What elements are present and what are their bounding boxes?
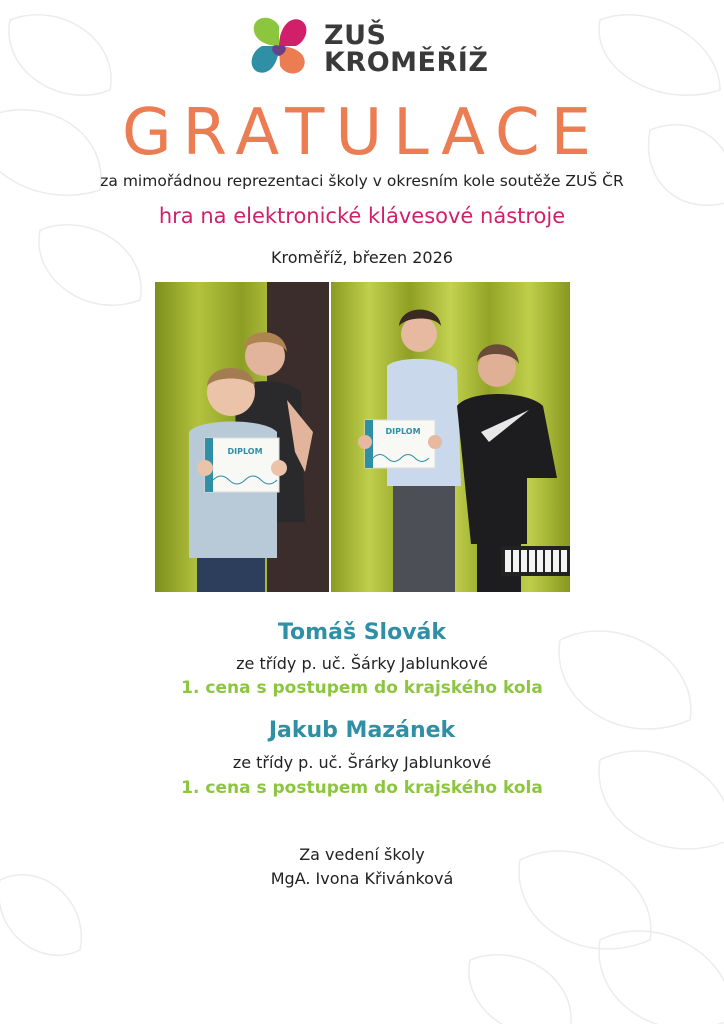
winner-teacher-2: ze třídy p. uč. Šrárky Jablunkové [232, 753, 492, 772]
discipline-heading: hra na elektronické klávesové nástroje [158, 204, 566, 228]
winner-photo-1 [155, 282, 329, 592]
page-title: GRATULACE [121, 96, 603, 170]
signature-name: MgA. Ivona Křivánková [270, 869, 454, 888]
certificate-title-2: DIPLOM [385, 427, 421, 436]
logo-line-2: KROMĚŘÍŽ [324, 47, 489, 78]
winner-teacher-1: ze třídy p. uč. Šárky Jablunkové [236, 654, 488, 673]
signature-heading: Za vedení školy [299, 845, 425, 864]
place-date: Kroměříž, březen 2026 [271, 248, 453, 267]
winner-prize-1: 1. cena s postupem do krajského kola [181, 678, 543, 698]
winner-name-2: Jakub Mazánek [268, 718, 456, 743]
certificate-title-1: DIPLOM [227, 447, 263, 456]
logo-wordmark [324, 22, 488, 76]
logo-line-1: ZUŠ [324, 20, 387, 51]
winner-photo-2 [331, 282, 570, 592]
subtitle: za mimořádnou reprezentaci školy v okresním kole soutěže ZUŠ ČR [100, 172, 624, 190]
winner-name-1: Tomáš Slovák [277, 620, 447, 645]
flower-logo-icon [244, 12, 314, 80]
winner-prize-2: 1. cena s postupem do krajského kola [181, 778, 543, 798]
school-logo [244, 12, 489, 80]
